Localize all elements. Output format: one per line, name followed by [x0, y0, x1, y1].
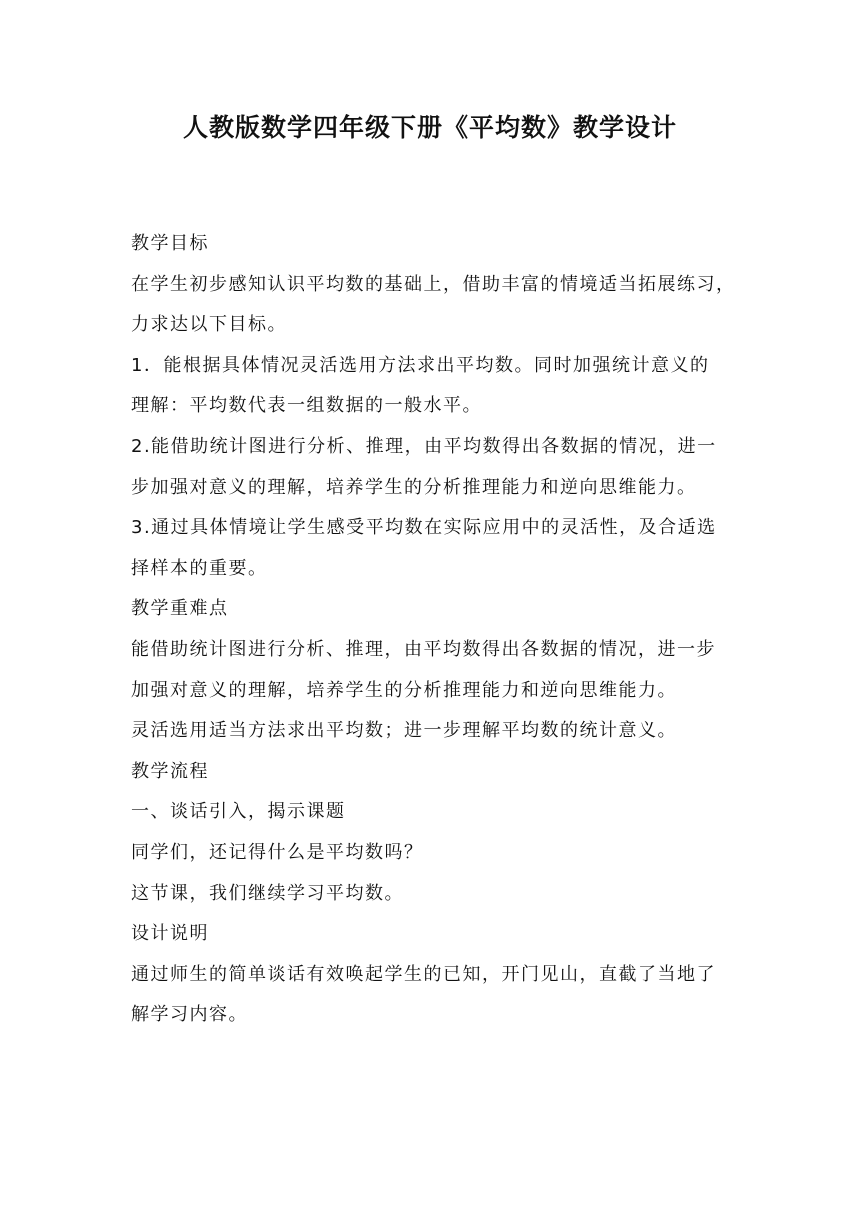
paragraph-line: 3.通过具体情境让学生感受平均数在实际应用中的灵活性，及合适选	[131, 517, 717, 539]
section-heading-key-points: 教学重难点	[131, 598, 229, 620]
paragraph-line: 力求达以下目标。	[131, 314, 287, 336]
paragraph-line: 灵活选用适当方法求出平均数；进一步理解平均数的统计意义。	[131, 720, 677, 742]
paragraph-line: 择样本的重要。	[131, 557, 268, 579]
section-heading-process: 教学流程	[131, 760, 209, 782]
paragraph-line: 2.能借助统计图进行分析、推理，由平均数得出各数据的情况，进一	[131, 435, 717, 457]
paragraph-line: 在学生初步感知认识平均数的基础上，借助丰富的情境适当拓展练习，	[131, 273, 736, 295]
section-heading-design-notes: 设计说明	[131, 923, 209, 945]
paragraph-line: 能借助统计图进行分析、推理，由平均数得出各数据的情况，进一步	[131, 638, 716, 660]
document-title: 人教版数学四年级下册《平均数》教学设计	[182, 113, 677, 142]
paragraph-line: 通过师生的简单谈话有效唤起学生的已知，开门见山，直截了当地了	[131, 963, 716, 985]
paragraph-line: 同学们，还记得什么是平均数吗？	[131, 841, 424, 863]
paragraph-line: 加强对意义的理解，培养学生的分析推理能力和逆向思维能力。	[131, 679, 677, 701]
paragraph-line: 步加强对意义的理解，培养学生的分析推理能力和逆向思维能力。	[131, 476, 697, 498]
document-body	[131, 224, 743, 1036]
paragraph-line: 理解：平均数代表一组数据的一般水平。	[131, 395, 482, 417]
section-heading-objectives: 教学目标	[131, 233, 209, 254]
paragraph-line: 1．能根据具体情况灵活选用方法求出平均数。同时加强统计意义的	[131, 354, 710, 376]
paragraph-line: 这节课，我们继续学习平均数。	[131, 882, 404, 904]
subsection-heading: 一、谈话引入，揭示课题	[131, 801, 346, 823]
paragraph-line: 解学习内容。	[131, 1004, 248, 1026]
